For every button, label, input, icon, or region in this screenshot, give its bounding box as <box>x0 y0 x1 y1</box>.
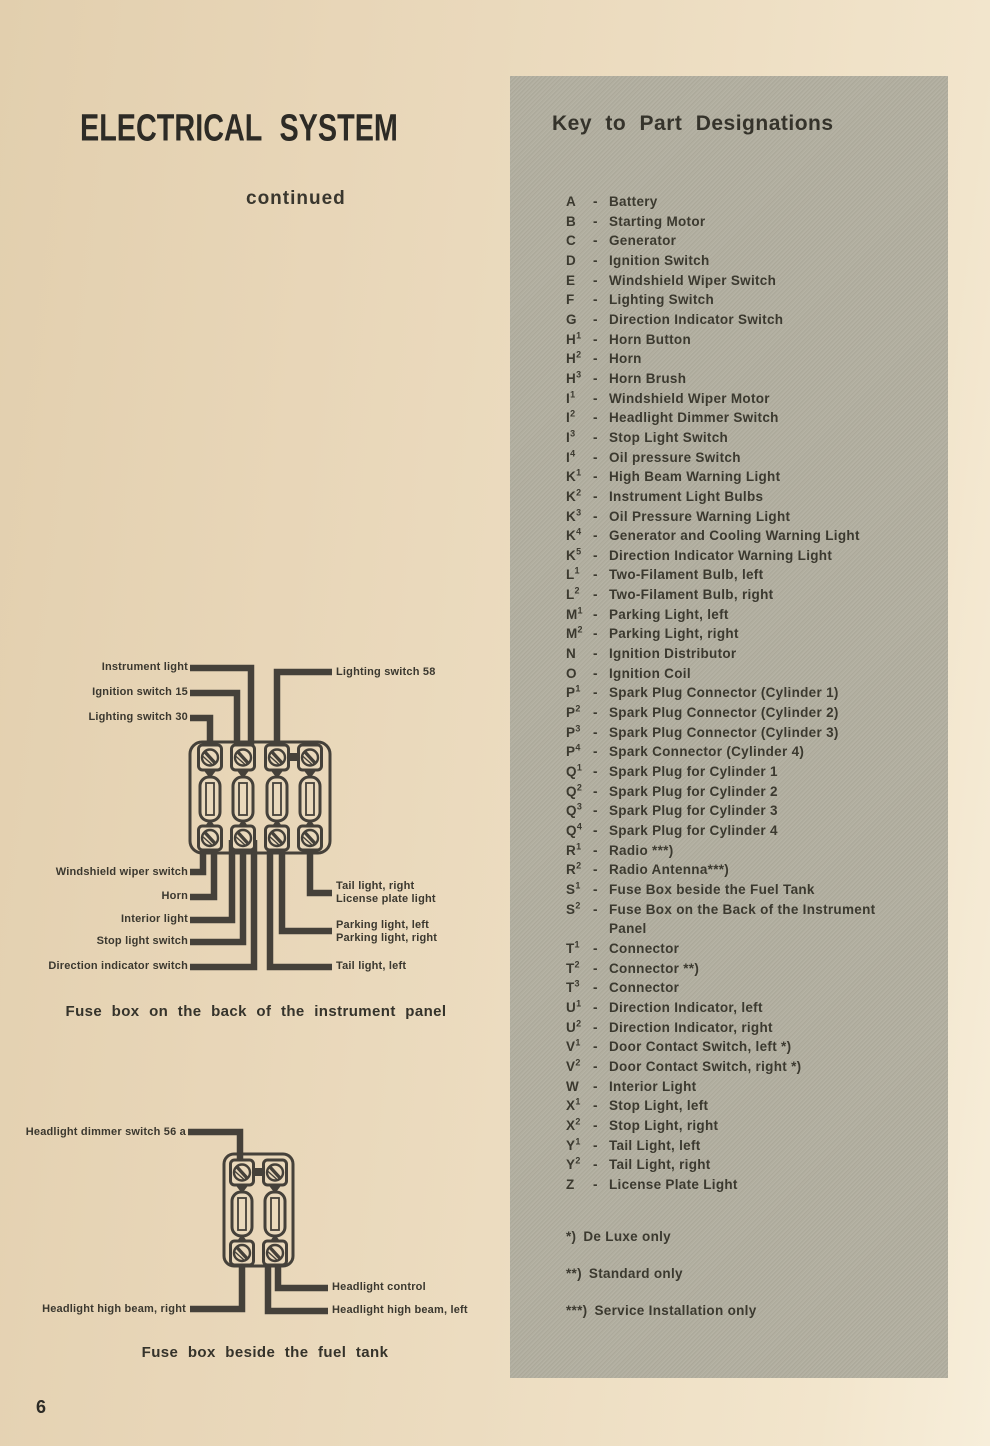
key-entry-code: $V^2$ <box>566 1057 581 1074</box>
key-entry-dash: - <box>593 842 598 858</box>
key-entry-desc-wrap <box>609 231 934 251</box>
key-entry-desc-wrap <box>609 1018 934 1038</box>
key-entry-code: $H^1$ <box>566 330 582 347</box>
label-horn: Horn <box>161 890 188 902</box>
key-panel-heading: Key to Part Designations <box>552 112 834 135</box>
key-entry-dash: - <box>593 744 598 760</box>
key-entry-code: $R^2$ <box>566 860 582 878</box>
key-entry <box>566 762 934 782</box>
key-entry-code: $X^1$ <box>566 1096 581 1114</box>
key-entry-code: $I^1$ <box>566 389 576 406</box>
key-entry-dash: - <box>593 1117 598 1133</box>
key-entry-desc-wrap <box>609 841 934 861</box>
key-entry <box>566 231 934 251</box>
key-entry-dash: - <box>593 547 598 563</box>
fuel-tank-fusebox-diagram <box>180 1120 350 1330</box>
fuel-tank-diagram-caption: Fuse box beside the fuel tank <box>141 1344 389 1361</box>
footnote-marker: **) <box>566 1266 582 1281</box>
key-entry-dash: - <box>593 665 598 681</box>
key-entry-desc-wrap <box>609 762 934 782</box>
key-entry-dash: - <box>593 1039 598 1055</box>
key-entry-desc-wrap <box>609 310 934 330</box>
key-entry-dash: - <box>593 351 598 367</box>
key-entry-desc: Oil pressure Switch <box>609 449 741 465</box>
key-entry-code: $T^1$ <box>566 939 580 956</box>
key-entry <box>566 290 934 310</box>
key-entry-desc-line2: Panel <box>609 921 647 937</box>
key-entry-desc: Parking Light, right <box>609 626 739 642</box>
key-entry <box>566 1155 934 1175</box>
key-entry-dash: - <box>593 292 598 308</box>
key-entry-code: $I^2$ <box>566 408 576 426</box>
key-entry-desc-wrap <box>609 212 934 232</box>
label-tail-light-right: Tail light, right <box>336 880 415 892</box>
key-entry <box>566 1096 934 1116</box>
key-entry-desc: Horn Button <box>609 331 692 347</box>
key-entry-desc: Oil Pressure Warning Light <box>609 508 791 524</box>
key-entry-desc: Spark Plug Connector (Cylinder 2) <box>609 705 839 721</box>
key-entry-dash: - <box>593 567 598 583</box>
key-entry-desc-wrap <box>609 644 934 664</box>
key-entry <box>566 1037 934 1057</box>
key-entry-desc: Headlight Dimmer Switch <box>609 410 779 426</box>
key-entry-dash: - <box>593 823 598 838</box>
key-entry-code: N <box>566 646 577 662</box>
key-entry-dash: - <box>593 1137 598 1153</box>
key-entry-code: $Q^1$ <box>566 762 583 780</box>
key-entry-desc: Windshield Wiper Motor <box>609 390 770 406</box>
key-entry-desc-wrap <box>609 1096 934 1116</box>
key-entry-code: $H^3$ <box>566 369 582 386</box>
key-entry <box>566 192 934 212</box>
label-headlight-high-beam-left: Headlight high beam, left <box>332 1304 468 1316</box>
key-entry <box>566 1175 934 1195</box>
key-entry-desc: Interior Light <box>609 1078 697 1094</box>
key-entry-dash: - <box>593 606 598 622</box>
key-entry <box>566 860 934 880</box>
key-list <box>566 192 934 1194</box>
key-entry <box>566 565 934 585</box>
key-entry-dash: - <box>593 272 598 288</box>
key-entry <box>566 369 934 389</box>
label-parking-light-right: Parking light, right <box>336 932 438 944</box>
key-entry-desc: Parking Light, left <box>609 606 729 622</box>
footnote-text: Standard only <box>588 1266 683 1281</box>
key-entry <box>566 782 934 802</box>
key-entry-dash: - <box>593 449 598 465</box>
key-entry <box>566 585 934 605</box>
key-entry-code: $P^4$ <box>566 742 581 760</box>
key-entry-dash: - <box>593 901 598 917</box>
key-entry <box>566 310 934 330</box>
key-entry-code: $S^2$ <box>566 900 581 917</box>
label-interior-light: Interior light <box>121 913 188 925</box>
key-entry-code: $U^2$ <box>566 1018 582 1035</box>
key-entry-desc-wrap <box>609 978 934 998</box>
key-entry-code: E <box>566 272 576 288</box>
key-entry-desc: Tail Light, right <box>609 1157 711 1173</box>
key-entry-dash: - <box>593 370 598 386</box>
key-entry <box>566 487 934 507</box>
key-entry-code: $Y^1$ <box>566 1136 581 1153</box>
key-entry <box>566 467 934 487</box>
footnote-marker: *) <box>566 1229 577 1244</box>
key-entry <box>566 801 934 821</box>
key-entry-desc: Spark Plug Connector (Cylinder 1) <box>609 685 839 701</box>
key-entry-dash: - <box>593 528 598 544</box>
key-entry-desc: Ignition Distributor <box>609 646 737 662</box>
key-entry-desc: Connector <box>609 940 680 956</box>
key-entry <box>566 1057 934 1077</box>
key-entry-dash: - <box>593 960 598 976</box>
page-number: 6 <box>36 1397 47 1417</box>
key-entry-desc: Direction Indicator, right <box>609 1019 773 1035</box>
key-entry <box>566 546 934 566</box>
key-entry-desc-wrap <box>609 1077 934 1097</box>
label-headlight-control: Headlight control <box>332 1281 426 1293</box>
key-entry <box>566 1116 934 1136</box>
key-entry-code: $L^2$ <box>566 585 580 603</box>
key-entry-desc-wrap <box>609 821 934 841</box>
key-entry-desc-wrap <box>609 900 934 939</box>
key-entry-dash: - <box>593 980 598 996</box>
key-entry-dash: - <box>593 626 598 642</box>
key-entry <box>566 939 934 959</box>
label-direction-indicator-switch: Direction indicator switch <box>48 960 188 972</box>
key-entry-dash: - <box>593 1058 598 1074</box>
label-license-plate-light: License plate light <box>336 893 436 905</box>
key-entry-desc: Stop Light, left <box>609 1098 709 1114</box>
key-entry-code: $P^1$ <box>566 683 581 701</box>
key-entry <box>566 428 934 448</box>
key-entry-desc: License Plate Light <box>609 1176 738 1192</box>
key-entry <box>566 605 934 625</box>
key-entry <box>566 644 934 664</box>
key-entry-code: $Y^2$ <box>566 1155 581 1173</box>
key-entry-desc: Direction Indicator Warning Light <box>609 547 833 563</box>
key-entry <box>566 723 934 743</box>
footnote-text: Service Installation only <box>594 1303 757 1318</box>
label-tail-light-right-license-plate <box>336 880 436 906</box>
key-entry-code: B <box>566 213 577 229</box>
key-entry-desc: Direction Indicator, left <box>609 999 763 1015</box>
footnote <box>566 1229 757 1245</box>
key-entry-dash: - <box>593 999 598 1015</box>
label-parking-light-left: Parking light, left <box>336 919 430 931</box>
key-entry-desc: Two-Filament Bulb, right <box>609 587 774 603</box>
key-entry-dash: - <box>593 429 598 445</box>
key-entry-code: $K^5$ <box>566 546 582 563</box>
key-entry-dash: - <box>593 390 598 406</box>
key-entry-desc-wrap <box>609 683 934 703</box>
label-lighting-switch-58: Lighting switch 58 <box>336 666 436 678</box>
key-entry <box>566 212 934 232</box>
key-entry-desc: Generator and Cooling Warning Light <box>609 528 860 544</box>
key-entry-dash: - <box>593 881 598 897</box>
key-entry-dash: - <box>593 685 598 701</box>
key-entry-desc: High Beam Warning Light <box>609 469 781 485</box>
key-entry-desc: Horn <box>609 351 642 367</box>
key-entry-desc-wrap <box>609 959 934 979</box>
page-subtitle: continued <box>246 188 346 209</box>
key-entry-dash: - <box>593 1098 598 1114</box>
key-entry-desc-wrap <box>609 192 934 212</box>
footnote-text: De Luxe only <box>583 1229 671 1244</box>
key-entry-desc: Spark Plug for Cylinder 4 <box>609 823 778 838</box>
key-entry-code: $K^2$ <box>566 487 582 504</box>
key-entry-desc: Spark Plug for Cylinder 3 <box>609 803 778 819</box>
key-entry <box>566 251 934 271</box>
key-entry-desc-wrap <box>609 565 934 585</box>
key-entry-desc-wrap <box>609 507 934 527</box>
key-entry-desc-wrap <box>609 389 934 409</box>
key-entry-desc: Stop Light Switch <box>609 429 729 445</box>
key-entry-desc: Spark Plug for Cylinder 1 <box>609 764 778 780</box>
key-entry-code: $K^4$ <box>566 526 582 544</box>
key-entry-desc-wrap <box>609 801 934 821</box>
key-entry <box>566 742 934 762</box>
key-entry-code: $P^2$ <box>566 703 581 721</box>
key-entry-dash: - <box>593 862 598 878</box>
key-entry-dash: - <box>593 252 598 268</box>
key-entry <box>566 349 934 369</box>
key-entry-desc: Radio Antenna***) <box>609 862 730 878</box>
key-entry-desc: Tail Light, left <box>609 1137 701 1153</box>
key-entry-code: W <box>566 1078 580 1094</box>
key-entry <box>566 880 934 900</box>
key-entry-desc-wrap <box>609 487 934 507</box>
key-entry-desc-wrap <box>609 664 934 684</box>
key-entry-desc-wrap <box>609 546 934 566</box>
key-entry-desc-wrap <box>609 723 934 743</box>
key-entry <box>566 664 934 684</box>
key-entry-desc: Two-Filament Bulb, left <box>609 567 764 583</box>
label-lighting-switch-30: Lighting switch 30 <box>88 711 188 723</box>
key-entry-desc-wrap <box>609 624 934 644</box>
key-entry-desc-wrap <box>609 880 934 900</box>
key-entry-code: Z <box>566 1176 575 1192</box>
key-entry-code: $T^2$ <box>566 959 580 976</box>
key-entry-desc: Battery <box>609 194 658 209</box>
key-entry-desc-wrap <box>609 271 934 291</box>
key-entry-dash: - <box>593 233 598 249</box>
key-entry-code: $L^1$ <box>566 565 580 583</box>
key-entry-desc-wrap <box>609 1037 934 1057</box>
key-entry-dash: - <box>593 1157 598 1173</box>
key-entry-dash: - <box>593 508 598 524</box>
key-entry-desc-wrap <box>609 290 934 310</box>
key-entry <box>566 998 934 1018</box>
key-entry <box>566 330 934 350</box>
key-entry-code: $Q^2$ <box>566 782 583 799</box>
key-entry-desc-wrap <box>609 369 934 389</box>
key-entry <box>566 448 934 468</box>
key-entry <box>566 1136 934 1156</box>
key-entry-desc-wrap <box>609 742 934 762</box>
label-stop-light-switch: Stop light switch <box>96 935 188 947</box>
key-entry-code: $S^1$ <box>566 880 581 897</box>
key-entry-code: $H^2$ <box>566 349 582 367</box>
key-entry-desc: Spark Plug for Cylinder 2 <box>609 783 778 799</box>
key-entry <box>566 978 934 998</box>
key-entry-code: $I^3$ <box>566 428 576 445</box>
key-entry-dash: - <box>593 194 598 209</box>
key-entry-desc: Fuse Box beside the Fuel Tank <box>609 881 815 897</box>
key-entry-code: $M^1$ <box>566 605 583 622</box>
key-entry-desc-wrap <box>609 998 934 1018</box>
key-entry-dash: - <box>593 764 598 780</box>
key-entry-desc-wrap <box>609 330 934 350</box>
key-entry-desc: Starting Motor <box>609 213 706 229</box>
key-entry-desc: Connector <box>609 980 680 996</box>
key-entry-desc: Spark Connector (Cylinder 4) <box>609 744 805 760</box>
key-entry-code: $M^2$ <box>566 624 583 642</box>
key-entry <box>566 703 934 723</box>
key-entry-desc: Spark Plug Connector (Cylinder 3) <box>609 724 839 740</box>
key-entry-desc-wrap <box>609 703 934 723</box>
key-entry-desc-wrap <box>609 585 934 605</box>
key-entry-desc: Ignition Switch <box>609 252 710 268</box>
label-headlight-dimmer-switch: Headlight dimmer switch 56 a <box>25 1126 186 1138</box>
key-entry-dash: - <box>593 587 598 603</box>
key-entry-dash: - <box>593 1019 598 1035</box>
key-entry-desc-wrap <box>609 526 934 546</box>
key-entry-code: $U^1$ <box>566 998 582 1015</box>
key-entry-desc-wrap <box>609 605 934 625</box>
key-entry-desc: Fuse Box on the Back of the Instrument <box>609 901 876 917</box>
label-instrument-light: Instrument light <box>101 661 188 673</box>
key-entry-desc: Ignition Coil <box>609 665 691 681</box>
key-entry-dash: - <box>593 1078 598 1094</box>
key-entry-code: $K^1$ <box>566 467 582 485</box>
key-entry <box>566 389 934 409</box>
key-entry <box>566 841 934 861</box>
key-entry <box>566 1018 934 1038</box>
key-entry-dash: - <box>593 311 598 327</box>
key-entry <box>566 683 934 703</box>
key-entry-desc-wrap <box>609 1155 934 1175</box>
key-entry-desc-wrap <box>609 428 934 448</box>
key-entry-dash: - <box>593 940 598 956</box>
key-entry-desc: Generator <box>609 233 677 249</box>
key-entry <box>566 507 934 527</box>
key-entry-desc-wrap <box>609 408 934 428</box>
key-entry-desc: Windshield Wiper Switch <box>609 272 777 288</box>
key-entry <box>566 271 934 291</box>
key-entry <box>566 1077 934 1097</box>
key-entry-desc-wrap <box>609 467 934 487</box>
key-entry-dash: - <box>593 803 598 819</box>
page-title: ELECTRICAL SYSTEM <box>80 106 398 150</box>
key-entry-code: $P^3$ <box>566 723 581 740</box>
key-entry-dash: - <box>593 488 598 504</box>
instrument-panel-diagram-caption: Fuse box on the back of the instrument panel <box>65 1003 447 1020</box>
key-entry-desc-wrap <box>609 1136 934 1156</box>
key-entry-desc: Horn Brush <box>609 370 687 386</box>
key-entry-desc: Door Contact Switch, left *) <box>609 1039 792 1055</box>
key-entry-code: $X^2$ <box>566 1116 581 1133</box>
key-entry-dash: - <box>593 724 598 740</box>
key-entry-desc-wrap <box>609 939 934 959</box>
key-entry-code: D <box>566 252 577 268</box>
label-tail-light-left: Tail light, left <box>336 960 407 972</box>
footnote <box>566 1266 757 1282</box>
key-entry <box>566 526 934 546</box>
key-entry-dash: - <box>593 646 598 662</box>
key-entry <box>566 624 934 644</box>
label-ignition-switch-15: Ignition switch 15 <box>92 686 188 698</box>
key-entry-desc-wrap <box>609 782 934 802</box>
key-entry <box>566 900 934 939</box>
key-entry <box>566 821 934 841</box>
key-to-part-designations-panel <box>510 76 948 1378</box>
label-windshield-wiper-switch: Windshield wiper switch <box>55 866 188 878</box>
footnote-marker: ***) <box>566 1303 588 1318</box>
key-footnotes <box>566 1229 757 1340</box>
key-entry-desc-wrap <box>609 1057 934 1077</box>
key-entry-code: C <box>566 233 577 249</box>
label-headlight-high-beam-right: Headlight high beam, right <box>42 1303 186 1315</box>
key-entry-desc: Stop Light, right <box>609 1117 719 1133</box>
key-entry-code: F <box>566 292 575 308</box>
key-entry-code: A <box>566 194 577 209</box>
key-entry-code: G <box>566 311 577 327</box>
key-entry-dash: - <box>593 783 598 799</box>
key-entry-desc-wrap <box>609 448 934 468</box>
key-entry-code: O <box>566 665 577 681</box>
key-entry-desc: Radio ***) <box>609 842 674 858</box>
key-entry-desc-wrap <box>609 349 934 369</box>
wires <box>188 1132 328 1311</box>
key-entry-desc: Lighting Switch <box>609 292 714 308</box>
key-entry-dash: - <box>593 469 598 485</box>
key-entry-desc-wrap <box>609 860 934 880</box>
label-parking-lights <box>336 919 437 945</box>
key-entry-code: $K^3$ <box>566 507 582 524</box>
key-entry-dash: - <box>593 331 598 347</box>
key-entry <box>566 959 934 979</box>
key-entry-desc: Direction Indicator Switch <box>609 311 784 327</box>
key-entry-desc-wrap <box>609 1175 934 1195</box>
key-entry-dash: - <box>593 410 598 426</box>
key-entry-dash: - <box>593 1176 598 1192</box>
key-entry-code: $Q^3$ <box>566 801 583 819</box>
key-entry-code: $Q^4$ <box>566 821 583 838</box>
key-entry-code: $T^3$ <box>566 978 580 996</box>
key-entry-dash: - <box>593 705 598 721</box>
key-entry-dash: - <box>593 213 598 229</box>
footnote <box>566 1303 757 1319</box>
key-entry-desc-wrap <box>609 251 934 271</box>
key-entry-desc: Connector **) <box>609 960 700 976</box>
key-entry-desc: Instrument Light Bulbs <box>609 488 764 504</box>
key-entry-desc: Door Contact Switch, right *) <box>609 1058 802 1074</box>
key-entry-code: $R^1$ <box>566 841 582 858</box>
key-entry <box>566 408 934 428</box>
key-entry-code: $I^4$ <box>566 448 576 465</box>
key-entry-code: $V^1$ <box>566 1037 581 1055</box>
key-entry-desc-wrap <box>609 1116 934 1136</box>
